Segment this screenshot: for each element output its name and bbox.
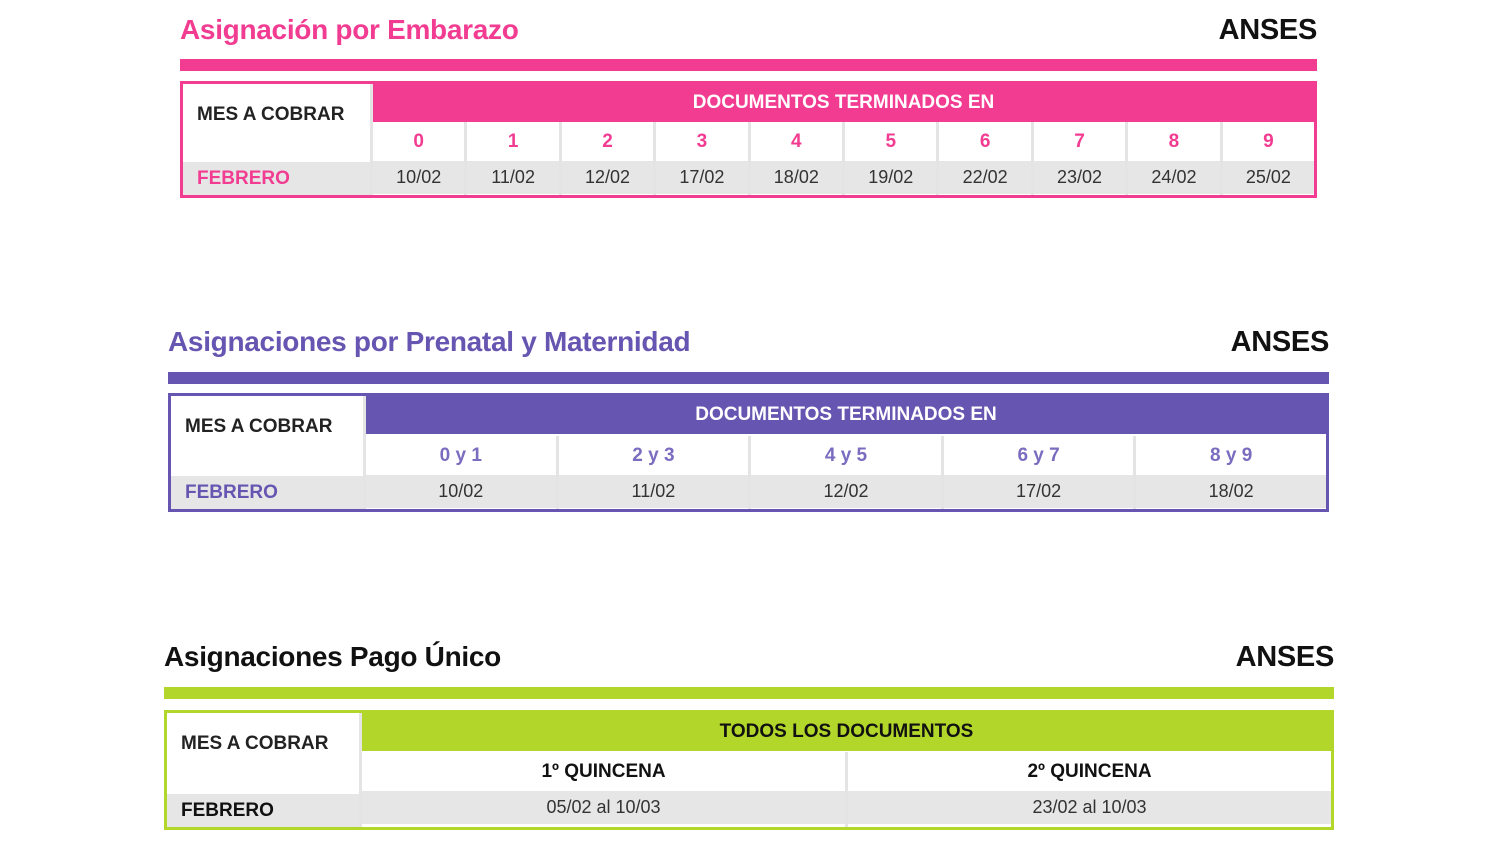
doc-range: 8 y 9 [1136, 436, 1326, 475]
pay-date: 19/02 [845, 161, 936, 194]
pay-date: 25/02 [1223, 161, 1314, 194]
table-column [366, 436, 556, 509]
prenatal-table [168, 393, 1329, 512]
pay-date: 12/02 [751, 475, 941, 508]
doc-range: 0 y 1 [366, 436, 556, 475]
pay-date: 23/02 [1034, 161, 1125, 194]
doc-digit: 6 [939, 122, 1030, 161]
table-column [373, 122, 464, 195]
prenatal-divider [168, 372, 1329, 384]
mes-a-cobrar-cell [183, 84, 373, 195]
month-label: FEBRERO [197, 168, 290, 189]
pay-date: 12/02 [562, 161, 653, 194]
month-cell [167, 794, 359, 827]
table-column [464, 122, 558, 195]
embarazo-table [180, 81, 1317, 198]
pago-unico-brand: ANSES [1235, 641, 1334, 673]
prenatal-section [168, 326, 1329, 512]
table-column [748, 122, 842, 195]
embarazo-columns [373, 122, 1314, 195]
table-column [941, 436, 1134, 509]
month-label: FEBRERO [185, 482, 278, 503]
pago-unico-section [164, 641, 1334, 830]
table-column [653, 122, 747, 195]
prenatal-brand: ANSES [1230, 326, 1329, 358]
pay-date: 22/02 [939, 161, 1030, 194]
pay-date: 11/02 [467, 161, 558, 194]
embarazo-section [180, 14, 1317, 198]
mes-a-cobrar-label: MES A COBRAR [185, 416, 333, 437]
embarazo-brand: ANSES [1218, 14, 1317, 46]
month-cell [183, 162, 370, 195]
embarazo-divider [180, 59, 1317, 71]
quincena-label: 1º QUINCENA [362, 752, 845, 791]
doc-range: 2 y 3 [559, 436, 749, 475]
pay-date: 17/02 [944, 475, 1134, 508]
table-column [559, 122, 653, 195]
doc-digit: 8 [1128, 122, 1219, 161]
table-column [362, 752, 845, 827]
table-column [748, 436, 941, 509]
embarazo-title: Asignación por Embarazo [180, 14, 519, 45]
table-column [842, 122, 936, 195]
table-column [556, 436, 749, 509]
mes-a-cobrar-cell [171, 396, 366, 509]
doc-digit: 7 [1034, 122, 1125, 161]
doc-range: 6 y 7 [944, 436, 1134, 475]
pay-date: 24/02 [1128, 161, 1219, 194]
pay-date-range: 05/02 al 10/03 [362, 791, 845, 824]
doc-digit: 4 [751, 122, 842, 161]
pay-date: 17/02 [656, 161, 747, 194]
pay-date: 18/02 [751, 161, 842, 194]
pay-date: 11/02 [559, 475, 749, 508]
table-column [1220, 122, 1314, 195]
prenatal-title: Asignaciones por Prenatal y Maternidad [168, 326, 691, 357]
doc-range: 4 y 5 [751, 436, 941, 475]
pay-date: 10/02 [366, 475, 556, 508]
doc-digit: 5 [845, 122, 936, 161]
todos-documentos-header: TODOS LOS DOCUMENTOS [362, 713, 1331, 751]
table-column [936, 122, 1030, 195]
pay-date-range: 23/02 al 10/03 [848, 791, 1331, 824]
pago-unico-columns [362, 752, 1331, 827]
pago-unico-divider [164, 687, 1334, 699]
documentos-header: DOCUMENTOS TERMINADOS EN [373, 84, 1314, 122]
mes-a-cobrar-cell [167, 713, 362, 827]
table-column [1031, 122, 1125, 195]
documentos-header: DOCUMENTOS TERMINADOS EN [366, 396, 1326, 434]
pay-date: 18/02 [1136, 475, 1326, 508]
doc-digit: 9 [1223, 122, 1314, 161]
doc-digit: 1 [467, 122, 558, 161]
table-column [1133, 436, 1326, 509]
table-column [1125, 122, 1219, 195]
doc-digit: 0 [373, 122, 464, 161]
table-column [845, 752, 1331, 827]
pago-unico-title: Asignaciones Pago Único [164, 641, 501, 672]
month-label: FEBRERO [181, 800, 274, 821]
doc-digit: 2 [562, 122, 653, 161]
quincena-label: 2º QUINCENA [848, 752, 1331, 791]
doc-digit: 3 [656, 122, 747, 161]
mes-a-cobrar-label: MES A COBRAR [197, 104, 345, 125]
mes-a-cobrar-label: MES A COBRAR [181, 733, 329, 754]
prenatal-columns [366, 436, 1326, 509]
pago-unico-table [164, 710, 1334, 830]
pay-date: 10/02 [373, 161, 464, 194]
month-cell [171, 476, 363, 509]
